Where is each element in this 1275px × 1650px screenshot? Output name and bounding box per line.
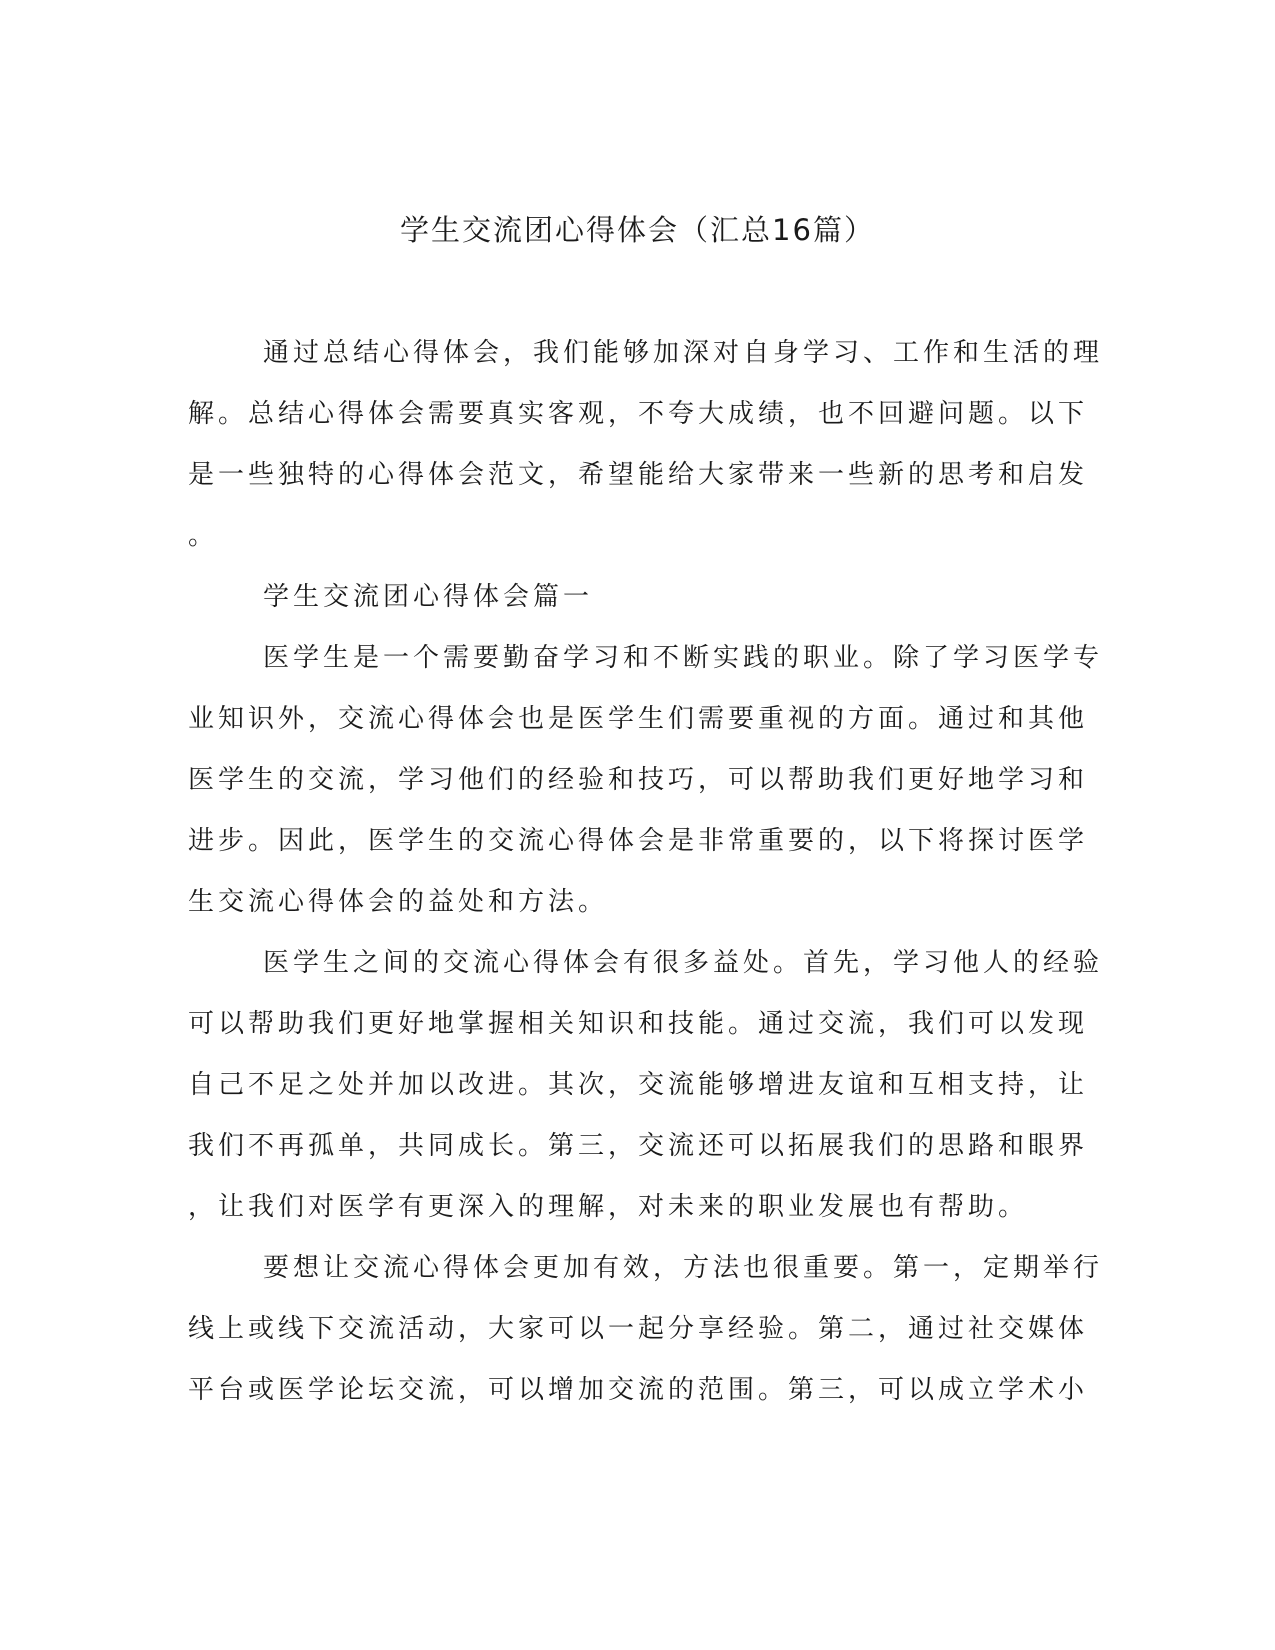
paragraph-line: 自己不足之处并加以改进。其次，交流能够增进友谊和互相支持，让 xyxy=(188,1070,1089,1100)
paragraph-line: 是一些独特的心得体会范文，希望能给大家带来一些新的思考和启发 xyxy=(188,460,1089,490)
paragraph-line: 生交流心得体会的益处和方法。 xyxy=(188,887,609,917)
document-body xyxy=(188,323,1104,1421)
document-title: 学生交流团心得体会（汇总16篇） xyxy=(400,213,875,247)
paragraph-line: 可以帮助我们更好地掌握相关知识和技能。通过交流，我们可以发现 xyxy=(188,1009,1089,1039)
paragraph-line: 进步。因此，医学生的交流心得体会是非常重要的，以下将探讨医学 xyxy=(188,826,1089,856)
paragraph-line: 要想让交流心得体会更加有效，方法也很重要。第一，定期举行 xyxy=(263,1253,1104,1283)
paragraph-line: 。 xyxy=(188,521,219,551)
paragraph-line: 医学生之间的交流心得体会有很多益处。首先，学习他人的经验 xyxy=(263,948,1104,978)
paragraph-line: 医学生是一个需要勤奋学习和不断实践的职业。除了学习医学专 xyxy=(263,643,1104,673)
paragraph-line: 业知识外，交流心得体会也是医学生们需要重视的方面。通过和其他 xyxy=(188,704,1089,734)
paragraph-line: 线上或线下交流活动，大家可以一起分享经验。第二，通过社交媒体 xyxy=(188,1314,1089,1344)
paragraph-line: 通过总结心得体会，我们能够加深对自身学习、工作和生活的理 xyxy=(263,338,1104,368)
paragraph-line: 解。总结心得体会需要真实客观，不夸大成绩，也不回避问题。以下 xyxy=(188,399,1089,429)
paragraph-line: ，让我们对医学有更深入的理解，对未来的职业发展也有帮助。 xyxy=(188,1192,1029,1222)
paragraph-line: 医学生的交流，学习他们的经验和技巧，可以帮助我们更好地学习和 xyxy=(188,765,1089,795)
section-heading: 学生交流团心得体会篇一 xyxy=(263,582,594,612)
paragraph-line: 平台或医学论坛交流，可以增加交流的范围。第三，可以成立学术小 xyxy=(188,1375,1089,1405)
paragraph-line: 我们不再孤单，共同成长。第三，交流还可以拓展我们的思路和眼界 xyxy=(188,1131,1089,1161)
